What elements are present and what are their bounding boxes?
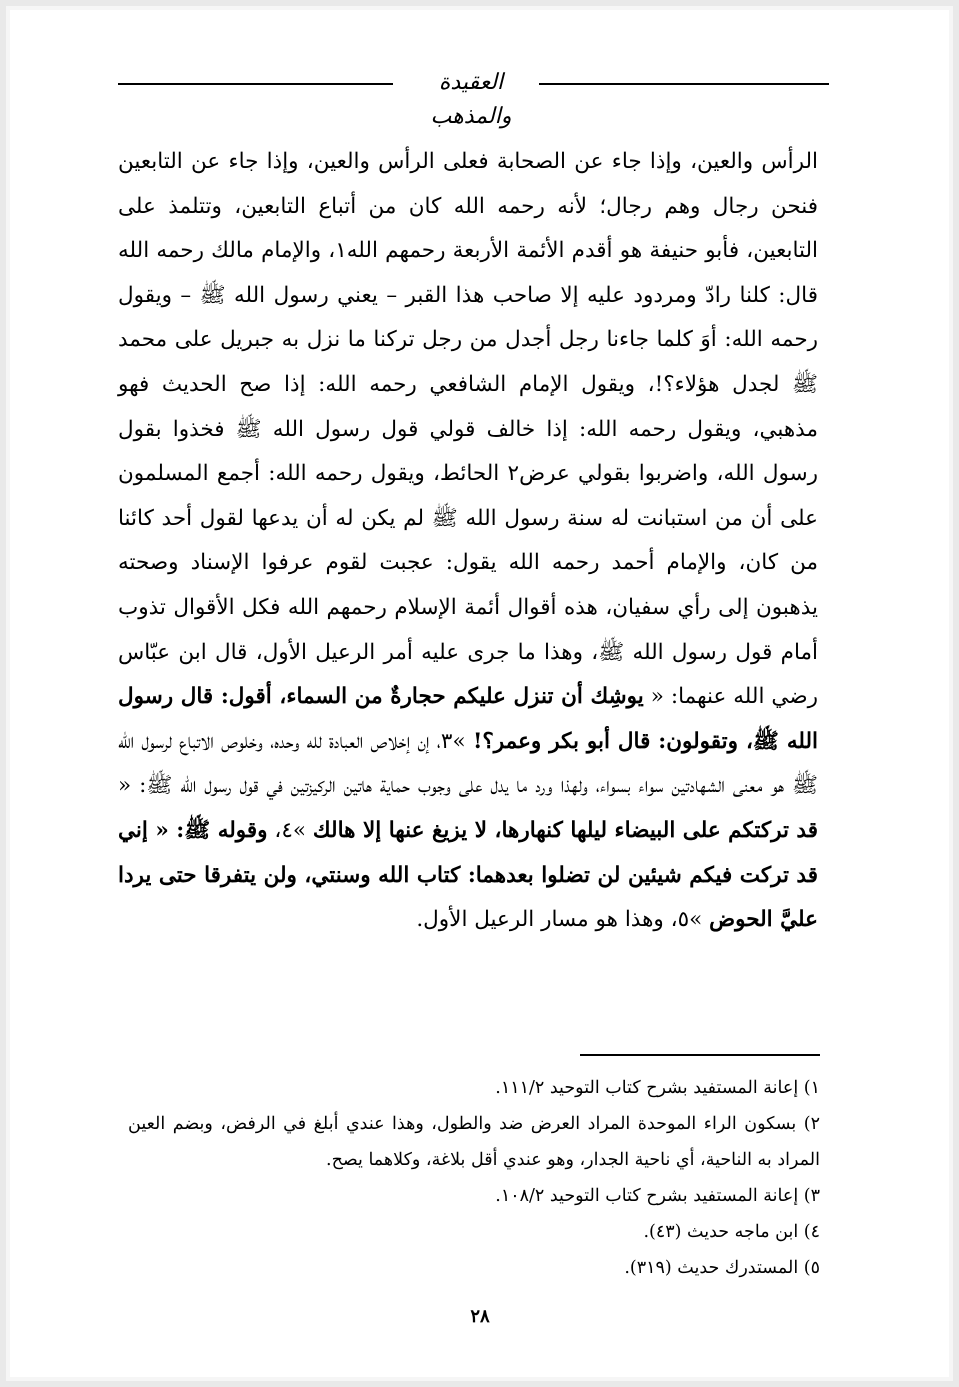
paragraph-segment: الرأس والعين، وإذا جاء عن الصحابة فعلى الرأس والعين، وإذا جاء عن التابعين فنحن رجال وهم رجال؛ لأنه رحمه الله كان من أتباع التابعين، وتتلمذ على التابعين، فأبو حنيفة هو أقدم الأئمة الأربعة رحمهم الله١، والإمام مالك رحمه الله قال: كلنا رادّ ومردود عليه إلا صاحب هذا القبر – يعني رسول الله ﷺ – ويقول رحمه الله: أوَ كلما جاءنا رجل أجدل من رجل تركنا ما نزل به جبريل على محمد ﷺ لجدل هؤلاء؟!، ويقول الإمام الشافعي رحمه الله: إذا صح الحديث فهو مذهبي، ويقول رحمه الله: إذا خالف قولي قول رسول الله ﷺ فخذوا بقول رسول الله، واضربوا بقولي عرض٢ الحائط، ويقول رحمه الله: أجمع المسلمون على أن من استبانت له سنة رسول الله ﷺ لم يكن له أن يدعها لقول أحد كائنا من كان، والإمام أحمد رحمه الله يقول: عجبت لقوم عرفوا الإسناد وصحته يذهبون إلى رأي سفيان، هذه أقوال أئمة الإسلام رحمهم الله فكل الأقوال تذوب أمام قول رسول الله ﷺ، وهذا ما جرى عليه أمر الرعيل الأول، قال ابن عبّاس رضي الله عنهما: « [118,149,819,710]
footnote-separator [580,1054,820,1056]
footnote-4: ٤) ابن ماجه حديث (٤٣). [643,1222,820,1242]
page-number: ٢٨ [470,1306,490,1327]
paragraph-segment: »٣، إن إخلاص العبادة لله وحده، وخلوص الاتباع لرسول الله ﷺ هو معنى الشهادتين سواء بسواء، ولهذا ورد ما يدل على وجوب حماية هاتين الركيزتين في قول رسول الله ﷺ: « [118,728,818,799]
footnote-3: ٣) إعانة المستفيد بشرح كتاب التوحيد ١٠٨/٢. [495,1186,820,1206]
hadith-white-path: قد تركتكم على البيضاء ليلها كنهارها، لا يزيغ عنها إلا هالك [312,817,818,843]
footnote-2: ٢) بسكون الراء الموحدة المراد العرض ضد والطول، وهذا عندي أبلغ في الرفض، وبضم العين المراد به الناحية، أي ناحية الجدار، وهو عندي أقل بلاغة، وكلاهما يصح. [128,1114,820,1170]
footnotes [128,1070,820,1286]
header-rule-left [118,83,393,85]
main-paragraph [118,140,818,943]
paragraph-segment: »٥، وهذا هو مسار الرعيل الأول. [416,907,710,933]
running-header [118,66,829,129]
hadith-two-things: وقوله ﷺ: « إني قد تركت فيكم شيئين لن تضلوا بعدهما: كتاب الله وسنتي، ولن يتفرقا حتى يردا عليَّ الحوض [118,817,818,933]
footnote-5: ٥) المستدرك حديث (٣١٩). [624,1258,820,1278]
header-rule-right [539,83,829,85]
header-title: العقيدة والمذهب [430,70,512,129]
footnote-1: ١) إعانة المستفيد بشرح كتاب التوحيد ١١١/٢. [495,1078,820,1098]
quote-ibn-abbas: يوشِك أن تنزل عليكم حجارةٌ من السماء، أقول: قال رسول الله ﷺ، وتقولون: قال أبو بكر وعمر؟! [118,684,818,754]
paragraph-segment: »٤، [267,817,313,843]
